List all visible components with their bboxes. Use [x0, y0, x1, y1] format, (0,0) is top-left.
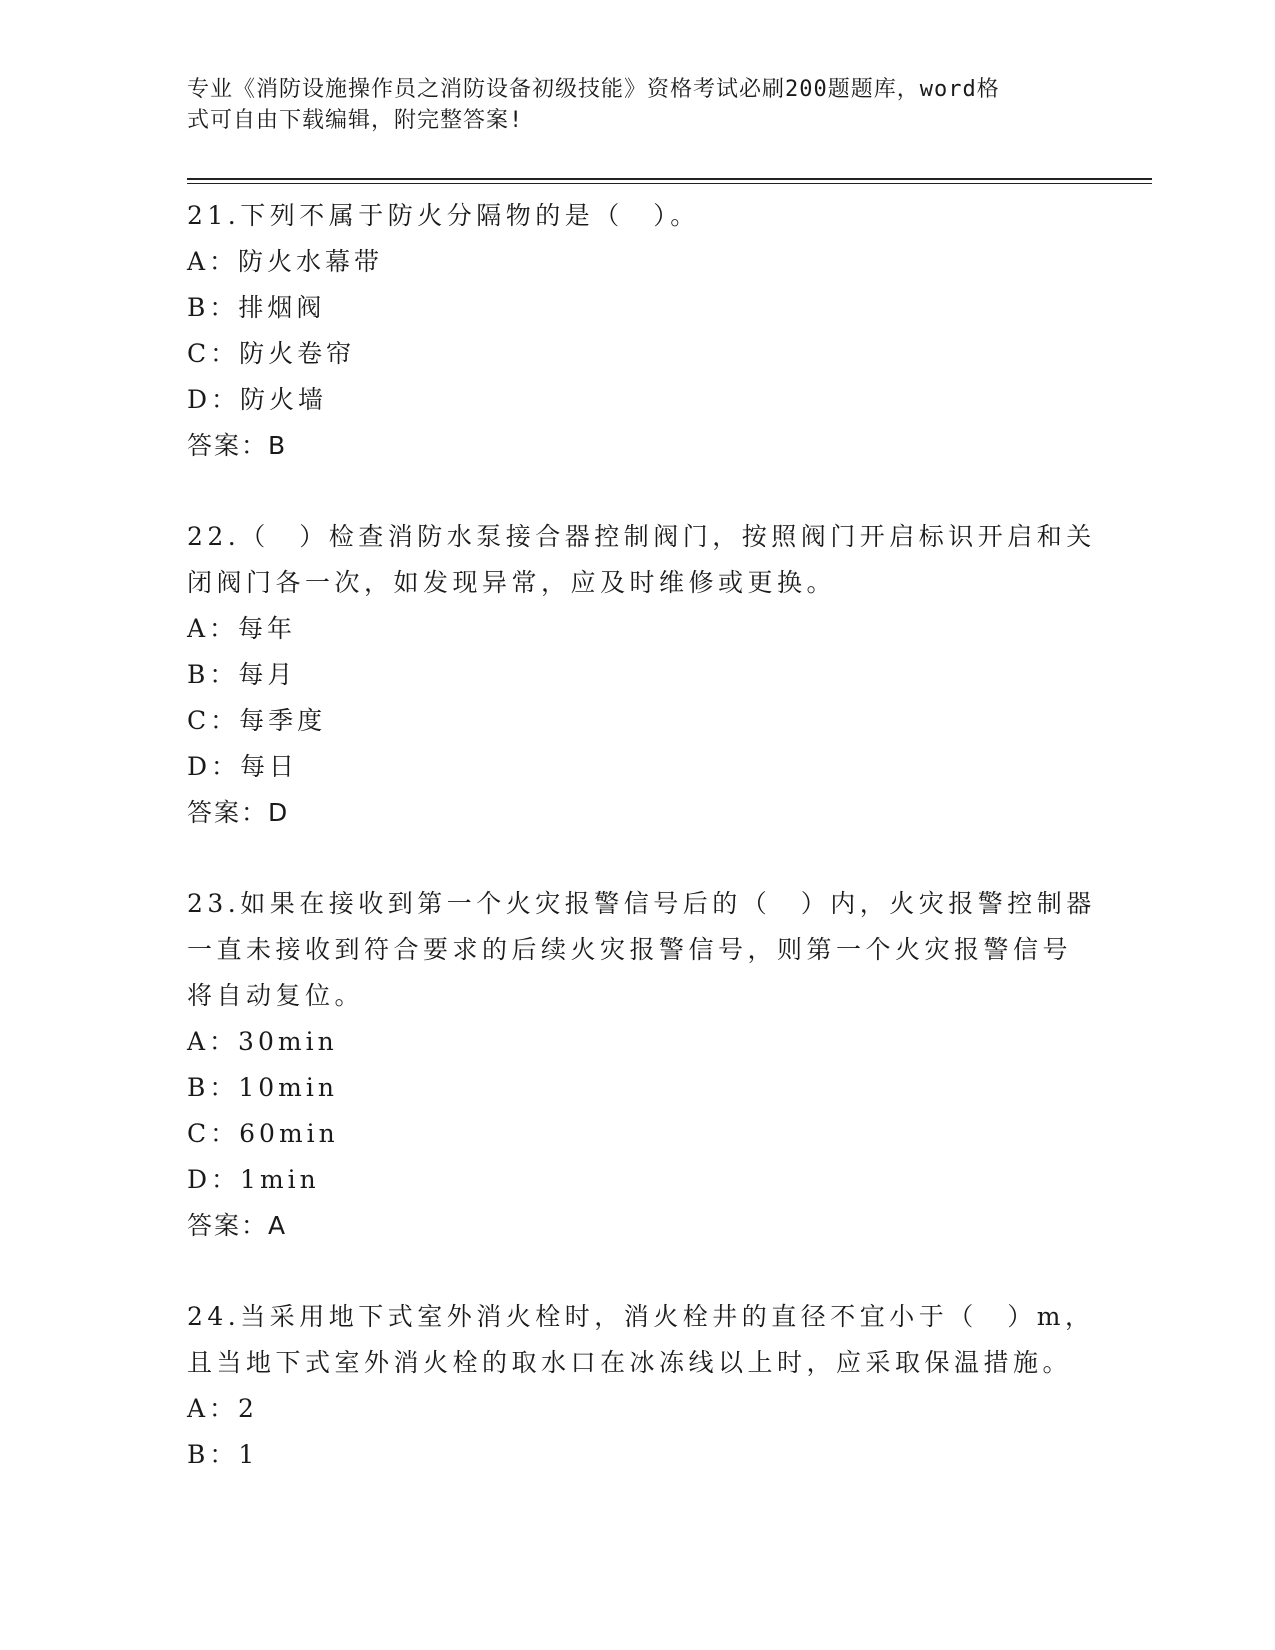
option-b: B：1: [187, 1440, 259, 1469]
header-divider-thick: [187, 178, 1152, 180]
stem-line: 23.如果在接收到第一个火灾报警信号后的（ ）内，火灾报警控制器: [187, 889, 1096, 918]
option-d: D：1min: [187, 1165, 320, 1194]
option-c: C：每季度: [187, 706, 327, 735]
stem-line: 闭阀门各一次，如发现异常，应及时维修或更换。: [187, 568, 837, 597]
question-stem: [187, 514, 1096, 606]
option-b: B：每月: [187, 660, 297, 689]
option-d: D：每日: [187, 752, 299, 781]
option-a: A：防火水幕带: [187, 247, 384, 276]
question-23: [187, 881, 1096, 1249]
header-divider-thin: [187, 183, 1152, 184]
option-a: A：每年: [187, 614, 297, 643]
stem-line: 且当地下式室外消火栓的取水口在冰冻线以上时，应采取保温措施。: [187, 1348, 1073, 1377]
answer-line: 答案：B: [187, 431, 288, 460]
question-21: [187, 193, 1087, 469]
stem-line: 一直未接收到符合要求的后续火灾报警信号，则第一个火灾报警信号: [187, 935, 1073, 964]
answer-line: 答案：D: [187, 798, 290, 827]
stem-line: 将自动复位。: [187, 981, 365, 1010]
stem-line: 22.（ ）检查消防水泵接合器控制阀门，按照阀门开启标识开启和关: [187, 522, 1096, 551]
option-b: B：排烟阀: [187, 293, 326, 322]
answer-line: 答案：A: [187, 1211, 288, 1240]
question-24: [187, 1294, 1095, 1478]
option-a: A：2: [187, 1394, 258, 1423]
header-line-1: 专业《消防设施操作员之消防设备初级技能》资格考试必刷200题题库，word格: [187, 77, 1000, 102]
question-stem: [187, 1294, 1095, 1386]
question-stem: [187, 193, 1087, 239]
document-header: [187, 74, 1087, 136]
option-a: A：30min: [187, 1027, 338, 1056]
option-c: C：60min: [187, 1119, 339, 1148]
option-d: D：防火墙: [187, 385, 328, 414]
option-b: B：10min: [187, 1073, 338, 1102]
stem-line: 21.下列不属于防火分隔物的是（ ）。: [187, 201, 700, 230]
stem-line: 24.当采用地下式室外消火栓时，消火栓井的直径不宜小于（ ）m，: [187, 1302, 1095, 1331]
option-c: C：防火卷帘: [187, 339, 356, 368]
question-stem: [187, 881, 1096, 1019]
header-line-2: 式可自由下载编辑，附完整答案!: [187, 108, 524, 133]
question-list: [187, 193, 1096, 1478]
question-22: [187, 514, 1096, 836]
